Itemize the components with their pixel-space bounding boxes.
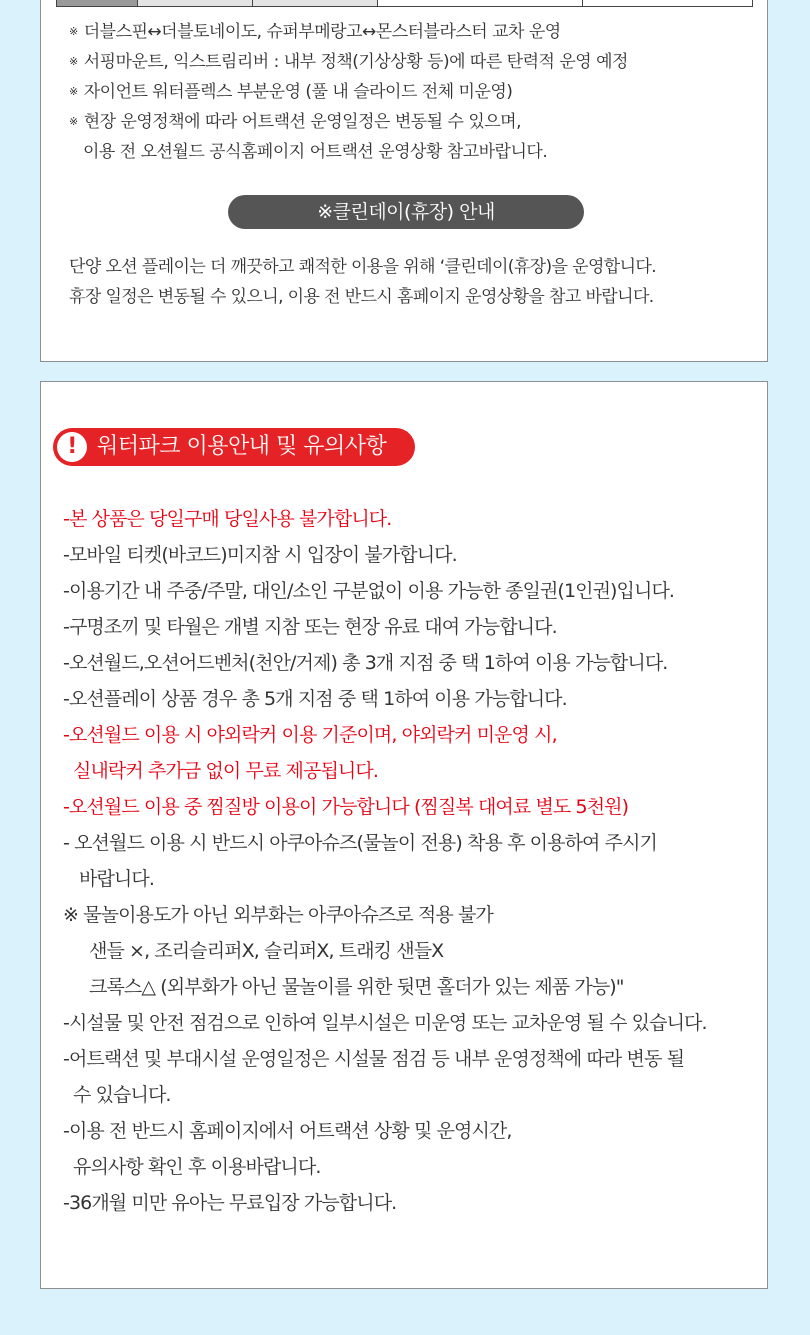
clean-day-line: 단양 오션 플레이는 더 깨끗하고 쾌적한 이용을 위해 ‘클린데이(휴장)을 운영합니다. — [69, 257, 657, 277]
rule-line: -오션월드 이용 시 야외락커 이용 기준이며, 야외락커 미운영 시, — [63, 724, 557, 746]
rule-line: 유의사항 확인 후 이용바랍니다. — [73, 1156, 321, 1178]
attraction-notice-panel — [40, 0, 768, 362]
rule-line: -본 상품은 당일구매 당일사용 불가합니다. — [63, 508, 392, 530]
rule-line: -이용 전 반드시 홈페이지에서 어트랙션 상황 및 운영시간, — [63, 1120, 512, 1142]
rule-line: -구명조끼 및 타월은 개별 지참 또는 현장 유료 대여 가능합니다. — [63, 616, 557, 638]
clean-day-line: 휴장 일정은 변동될 수 있으니, 이용 전 반드시 홈페이지 운영상황을 참고 바랍니다. — [69, 287, 654, 307]
rule-line: 바랍니다. — [79, 868, 154, 890]
attraction-notes — [69, 17, 749, 167]
rule-line: ※ 물놀이용도가 아닌 외부화는 아쿠아슈즈로 적용 불가 — [63, 904, 493, 926]
clean-day-heading: ※클린데이(휴장) 안내 — [228, 195, 584, 229]
note-line: 이용 전 오션월드 공식홈페이지 어트랙션 운영상황 참고바랍니다. — [83, 142, 548, 162]
rule-line: - 오션월드 이용 시 반드시 아쿠아슈즈(물놀이 전용) 착용 후 이용하여 주시기 — [63, 832, 657, 854]
rule-line: -모바일 티켓(바코드)미지참 시 입장이 불가합니다. — [63, 544, 457, 566]
rule-line: 수 있습니다. — [73, 1084, 171, 1106]
waterpark-guide-panel — [40, 381, 768, 1289]
exclamation-circle-icon: ! — [57, 432, 87, 462]
note-line: ※ 서핑마운트, 익스트림리버 : 내부 정책(기상상황 등)에 따른 탄력적 운영 예정 — [69, 52, 628, 72]
rule-line: -어트랙션 및 부대시설 운영일정은 시설물 점검 등 내부 운영정책에 따라 변동 될 — [63, 1048, 685, 1070]
guide-rules-list — [63, 501, 768, 1221]
rule-line: -오션월드 이용 중 찜질방 이용이 가능합니다 (찜질복 대여료 별도 5천원) — [63, 796, 629, 818]
rule-line: -이용기간 내 주중/주말, 대인/소인 구분없이 이용 가능한 종일권(1인권)입니다. — [63, 580, 675, 602]
rule-line: -시설물 및 안전 점검으로 인하여 일부시설은 미운영 또는 교차운영 될 수 있습니다. — [63, 1012, 707, 1034]
rule-line: -36개월 미만 유아는 무료입장 가능합니다. — [63, 1192, 397, 1214]
guide-title: 워터파크 이용안내 및 유의사항 — [97, 434, 387, 459]
note-line: ※ 자이언트 워터플렉스 부분운영 (풀 내 슬라이드 전체 미운영) — [69, 82, 513, 102]
rule-line: -오션플레이 상품 경우 총 5개 지점 중 택 1하여 이용 가능합니다. — [63, 688, 567, 710]
clean-day-info — [69, 252, 749, 312]
guide-title-badge — [53, 428, 415, 466]
rule-line: 크록스△ (외부화가 아닌 물놀이를 위한 뒷면 홀더가 있는 제품 가능)" — [89, 976, 624, 998]
rule-line: 샌들 ×, 조리슬리퍼X, 슬리퍼X, 트래킹 샌들X — [89, 940, 444, 962]
rule-line: -오션월드,오션어드벤처(천안/거제) 총 3개 지점 중 택 1하여 이용 가능합니다. — [63, 652, 668, 674]
table-bottom-edge — [56, 0, 753, 7]
note-line: ※ 현장 운영정책에 따라 어트랙션 운영일정은 변동될 수 있으며, — [69, 112, 521, 132]
note-line: ※ 더블스핀↔더블토네이도, 슈퍼부메랑고↔몬스터블라스터 교차 운영 — [69, 22, 561, 42]
rule-line: 실내락커 추가금 없이 무료 제공됩니다. — [73, 760, 378, 782]
